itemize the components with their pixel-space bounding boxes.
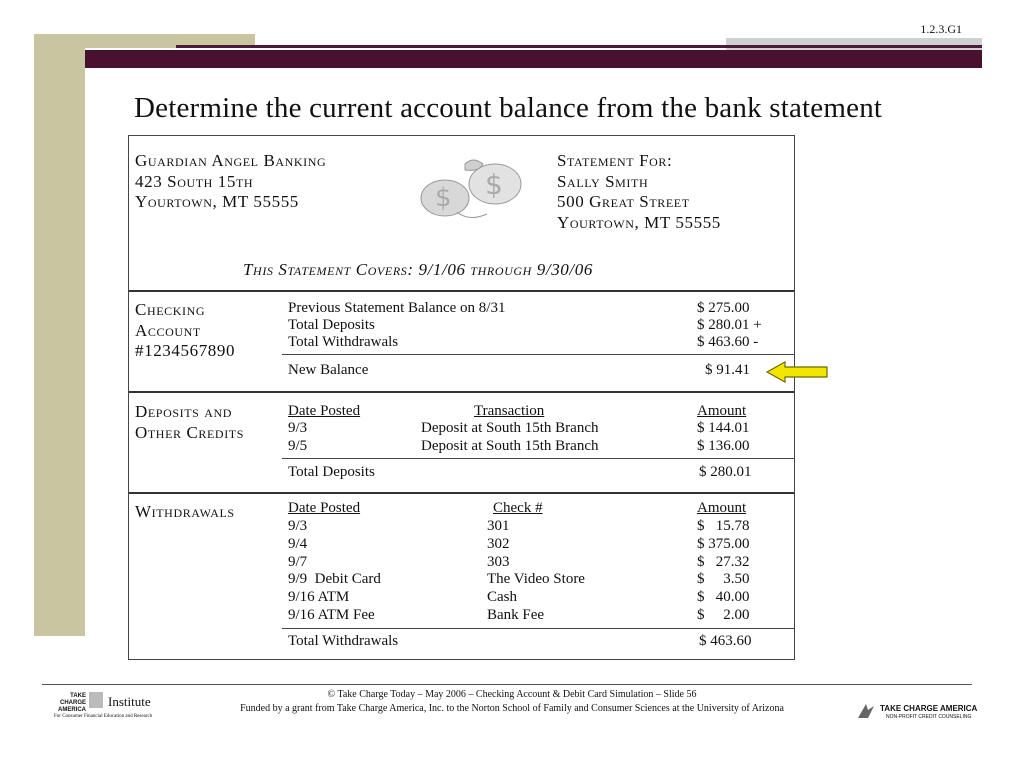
- deposit-date: 9/5: [288, 438, 308, 454]
- bank-address1: 423 South 15th: [135, 171, 254, 191]
- account-number: #1234567890: [135, 341, 236, 360]
- logo-mark-icon: [89, 692, 103, 708]
- svg-text:$: $: [485, 168, 503, 201]
- statement-period: This Statement Covers: 9/1/06 through 9/30/06: [243, 260, 593, 279]
- take-charge-america-logo: [856, 700, 986, 724]
- bank-name: Guardian Angel Banking: [135, 151, 327, 170]
- logo-left-word: Institute: [108, 694, 151, 709]
- withdrawals-amount-header: Amount: [697, 500, 747, 516]
- divider: [282, 458, 794, 459]
- deposits-label-line2: Other Credits: [135, 422, 244, 442]
- withdrawal-date: 9/16 ATM Fee: [288, 607, 375, 623]
- deposit-transaction: Deposit at South 15th Branch: [421, 438, 599, 454]
- divider: [129, 391, 794, 393]
- footer-rule: [42, 684, 972, 685]
- bank-info: [135, 151, 326, 213]
- deposits-amount-header: Amount: [697, 403, 747, 419]
- bank-address2: Yourtown, MT 55555: [135, 192, 299, 211]
- summary-label: Total Withdrawals: [288, 334, 399, 350]
- logo-left-mid: CHARGE: [59, 700, 86, 706]
- withdrawal-amount: $ 3.50: [697, 571, 750, 587]
- footer-line1: © Take Charge Today – May 2006 – Checking Account & Debit Card Simulation – Slide 56: [327, 689, 697, 700]
- withdrawals-total-amount: $ 463.60: [699, 633, 752, 649]
- divider: [282, 354, 794, 355]
- checking-label-line1: Checking: [135, 300, 206, 319]
- withdrawal-date: 9/16 ATM: [288, 589, 350, 605]
- left-arrow-icon: [765, 360, 831, 384]
- header-rule: [176, 45, 982, 48]
- withdrawal-date: 9/4: [288, 536, 308, 552]
- customer-name: Sally Smith: [557, 171, 649, 191]
- new-balance-label: New Balance: [288, 362, 369, 378]
- deposits-label-line1: Deposits and: [135, 402, 233, 421]
- deposit-transaction: Deposit at South 15th Branch: [421, 420, 599, 436]
- svg-text:$: $: [435, 183, 452, 213]
- summary-amount: $ 275.00: [697, 300, 750, 316]
- summary-label: Total Deposits: [288, 317, 375, 333]
- withdrawals-label: Withdrawals: [135, 502, 235, 521]
- checking-label: [135, 300, 235, 362]
- side-accent-bar: [34, 34, 85, 636]
- deposits-date-header: Date Posted: [288, 403, 361, 419]
- withdrawal-amount: $ 2.00: [697, 607, 750, 623]
- tca-mark-icon: [856, 702, 876, 720]
- withdrawal-check: 302: [487, 536, 510, 552]
- withdrawal-check: The Video Store: [487, 571, 585, 587]
- withdrawals-date-header: Date Posted: [288, 500, 361, 516]
- summary-amount: $ 463.60 -: [697, 334, 759, 350]
- bank-statement: [128, 135, 795, 660]
- deposits-total-amount: $ 280.01: [699, 464, 752, 480]
- customer-address1: 500 Great Street: [557, 192, 690, 211]
- institute-logo: [52, 692, 162, 720]
- logo-right-sub: NON-PROFIT CREDIT COUNSELING: [886, 714, 972, 720]
- slide-id: 1.2.3.G1: [920, 22, 962, 36]
- withdrawal-check: 303: [487, 554, 510, 570]
- withdrawal-amount: $ 40.00: [697, 589, 750, 605]
- new-balance-amount: $ 91.41: [705, 362, 750, 378]
- withdrawal-amount: $ 15.78: [697, 518, 750, 534]
- summary-label: Previous Statement Balance on 8/31: [288, 300, 506, 316]
- withdrawal-amount: $ 375.00: [697, 536, 750, 552]
- withdrawal-date: 9/7: [288, 554, 308, 570]
- deposit-amount: $ 136.00: [697, 438, 750, 454]
- logo-left-top: TAKE: [70, 693, 86, 699]
- divider: [129, 290, 794, 292]
- withdrawal-check: Bank Fee: [487, 607, 545, 623]
- deposits-transaction-header: Transaction: [474, 403, 545, 419]
- header-bar: [85, 50, 982, 68]
- logo-right-word: TAKE CHARGE AMERICA: [880, 704, 978, 713]
- deposits-label: [135, 402, 244, 443]
- statement-for-label: Statement For:: [557, 151, 673, 170]
- deposit-date: 9/3: [288, 420, 308, 436]
- top-gray-bar: [726, 38, 982, 50]
- withdrawals-total-label: Total Withdrawals: [288, 633, 399, 649]
- withdrawals-check-header: Check #: [493, 500, 543, 516]
- slide-title: Determine the current account balance from the bank statement: [134, 92, 883, 124]
- customer-info: [557, 151, 721, 233]
- withdrawal-date: 9/9 Debit Card: [288, 571, 381, 587]
- withdrawal-amount: $ 27.32: [697, 554, 750, 570]
- checking-label-line2: Account: [135, 320, 201, 340]
- summary-amount: $ 280.01 +: [697, 317, 762, 333]
- deposits-total-label: Total Deposits: [288, 464, 375, 480]
- divider: [129, 492, 794, 494]
- angel-money-icon: [415, 154, 531, 226]
- customer-address2: Yourtown, MT 55555: [557, 212, 721, 232]
- withdrawal-check: 301: [487, 518, 510, 534]
- logo-left-bot: AMERICA: [58, 707, 86, 713]
- divider: [282, 628, 794, 629]
- withdrawal-date: 9/3: [288, 518, 308, 534]
- footer-line2: Funded by a grant from Take Charge America, Inc. to the Norton School of Family and Consumer Sciences at the University of Arizona: [240, 703, 784, 714]
- deposit-amount: $ 144.01: [697, 420, 750, 436]
- logo-left-sub: For Consumer Financial Education and Research: [54, 714, 153, 719]
- withdrawal-check: Cash: [487, 589, 517, 605]
